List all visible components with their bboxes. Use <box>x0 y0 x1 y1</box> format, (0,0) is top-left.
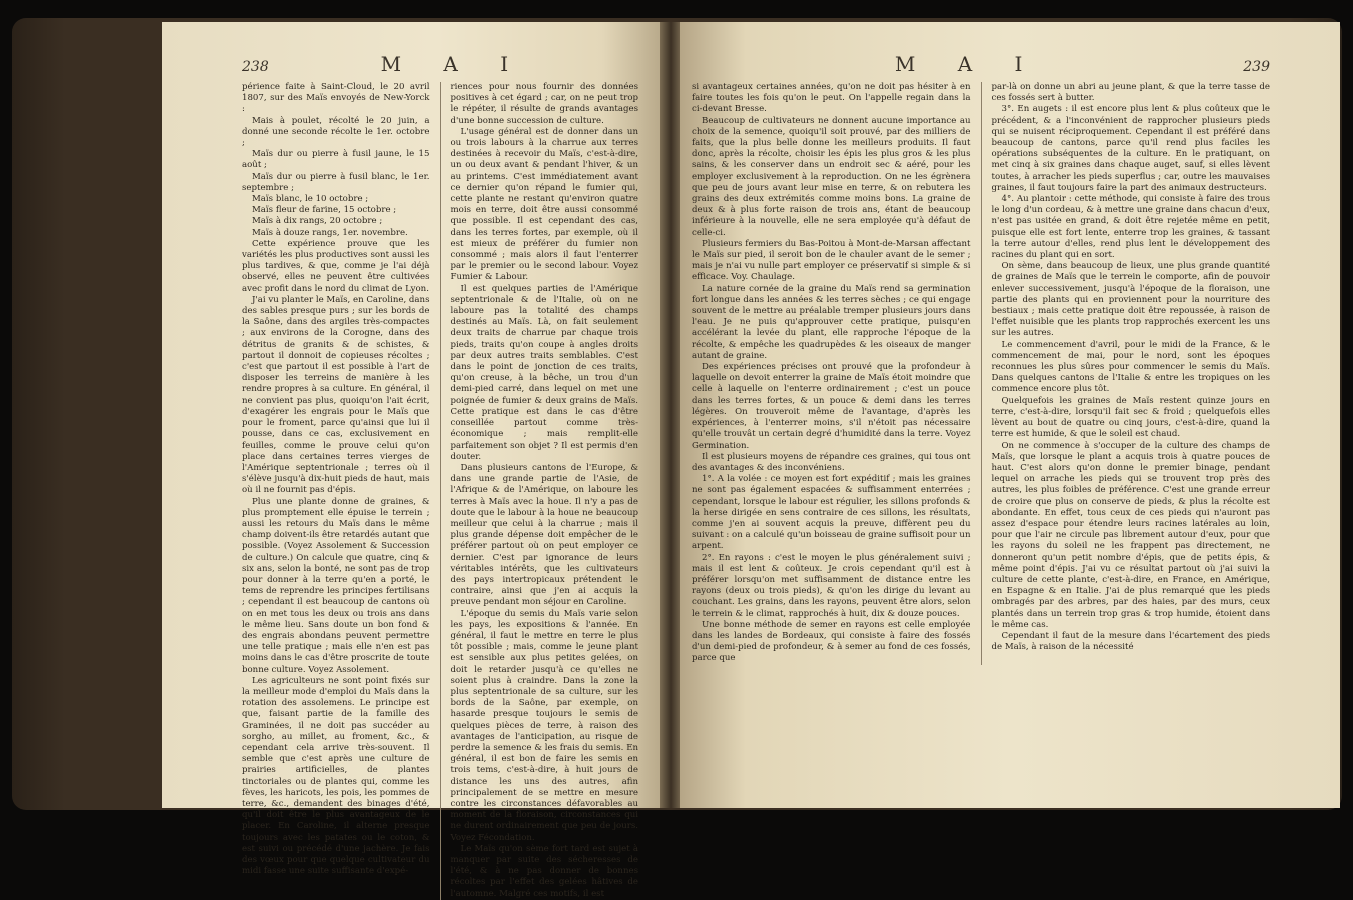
paragraph: périence faite à Saint-Cloud, le 20 avril 1807, sur des Maïs envoyés de New-Yorck : <box>242 82 430 115</box>
paragraph: Maïs dur ou pierre à fusil jaune, le 15 août ; <box>242 149 430 171</box>
column-rule <box>440 82 441 900</box>
paragraph: 3°. En augets : il est encore plus lent & plus coûteux que le précédent, & a l'inconvénient de rapprocher plusieurs pieds qui se nuisent réciproquement. Cependant il est préféré dans beaucoup de cantons, parce qu'il rend plus faciles les opérations subséquentes de la culture. En le pratiquant, on met cinq à six graines dans chaque auget, sauf, si elles lèvent toutes, à arracher les pieds superflus ; car, outre les mauvaises graines, il faut toujours faire la part des animaux destructeurs. <box>991 104 1270 193</box>
left-page-header <box>242 52 638 76</box>
paragraph: J'ai vu planter le Maïs, en Caroline, dans des sables presque purs ; sur les bords de la Saône, dans des argiles très-compactes ; aux environs de la Corogne, dans des détritus de granits & de schistes, & partout il donnoit de copieuses récoltes ; c'est que partout il est possible à l'art de disposer les terreins de manière à les rendre propres à sa culture. En général, il ne convient pas plus, quoiqu'on l'ait écrit, d'exagérer les engrais pour le Maïs que pour le froment, parce qu'ainsi que lui il pousse, dans ce cas, exclusivement en feuilles, comme le prouve celui qu'on place dans certaines terres vierges de l'Amérique septentrionale ; terres où il s'élève jusqu'à dix-huit pieds de haut, mais où il ne fournit pas d'épis. <box>242 294 430 496</box>
left-running-head: M A I <box>380 52 527 76</box>
right-columns <box>692 82 1270 665</box>
paragraph: L'époque du semis du Maïs varie selon les pays, les expositions & l'année. En général, il faut le mettre en terre le plus tôt possible ; mais, comme le jeune plant est sensible aux plus petites gelées, on doit le retarder jusqu'à ce qu'elles ne soient plus à craindre. Dans la zone la plus septentrionale de sa culture, sur les bords de la Saône, par exemple, on hasarde presque toujours le semis de quelques pièces de terre, à raison des avantages de l'anticipation, au risque de perdre la semence & les frais du semis. En général, il est bon de faire les semis en trois tems, c'est-à-dire, à huit jours de distance les uns des autres, afin principalement de se mettre en mesure contre les circonstances défavorables au moment de la floraison, circonstances qui ne durent ordinairement que peu de jours. Voyez Fécondation. <box>450 608 638 843</box>
paragraph: 1°. A la volée : ce moyen est fort expéditif ; mais les graines ne sont pas également espacées & suffisamment enterrées ; cependant, lorsque le labour est régulier, les sillons profonds & la herse dirigée en sens contraire de ces sillons, les résultats, comme j'en ai souvent acquis la preuve, diffèrent peu du suivant : on a calculé qu'un boisseau de graine suffisoit pour un arpent. <box>692 474 971 552</box>
column-rule <box>981 82 982 665</box>
paragraph: Le Maïs qu'on sème fort tard est sujet à manquer par suite des sécheresses de l'été, & à ne pas donner de bonnes récoltes par l'effet des gelées hâtives de l'automne. Malgré ces motifs, il est <box>450 843 638 899</box>
book-spine <box>660 22 682 808</box>
paragraph: Dans plusieurs cantons de l'Europe, & dans une grande partie de l'Asie, de l'Afrique & de l'Amérique, on laboure les terres à Maïs avec la houe. Il n'y a pas de doute que le labour à la houe ne beaucoup meilleur que celui à la charrue ; mais il plus grande dépense doit empêcher de le préférer partout où on peut employer ce dernier. C'est par ignorance de leurs véritables intérêts, que les cultivateurs des pays intertropicaux prétendent le contraire, ainsi que j'en ai acquis la preuve pendant mon séjour en Caroline. <box>450 462 638 608</box>
paragraph: Beaucoup de cultivateurs ne donnent aucune importance au choix de la semence, quoiqu'il soit prouvé, par des milliers de faits, que la plus belle donne les meilleurs produits. Il faut donc, après la récolte, choisir les épis les plus gros & les plus sains, & les conserver dans un endroit sec & aéré, pour les employer exclusivement à la reproduction. On ne les égrènera que peu de jours avant leur mise en terre, & on rebutera les grains des deux extrémités comme moins bons. La graine de deux & à plus forte raison de trois ans, étant de beaucoup inférieure à la nouvelle, elle ne sera employée qu'à défaut de celle-ci. <box>692 115 971 238</box>
paragraph: Des expériences précises ont prouvé que la profondeur à laquelle on devoit enterrer la graine de Maïs étoit moindre que celle à laquelle on l'enterre ordinairement ; c'est un pouce dans les terres fortes, & un pouce & demi dans les terres légères. On trouveroit même de l'avantage, d'après les expériences, à l'enterrer moins, s'il n'étoit pas nécessaire qu'elle trouvât un certain degré d'humidité dans la terre. Voyez Germination. <box>692 362 971 451</box>
paragraph: Maïs dur ou pierre à fusil blanc, le 1er. septembre ; <box>242 171 430 193</box>
right-page-number: 239 <box>1243 59 1270 75</box>
paragraph: Maïs à douze rangs, 1er. novembre. <box>252 227 408 238</box>
left-column-1 <box>242 82 430 900</box>
paragraph: Maïs blanc, le 10 octobre ; <box>252 194 369 205</box>
paragraph: Quelquefois les graines de Maïs restent quinze jours en terre, c'est-à-dire, lorsqu'il fait sec & froid ; quelquefois elles lèvent au bout de quatre ou cinq jours, c'est-à-dire, quand la terre est humide, & que le soleil est chaud. <box>991 395 1270 440</box>
right-page <box>680 22 1340 808</box>
paragraph: On sème, dans beaucoup de lieux, une plus grande quantité de graines de Maïs que le terrein le comporte, afin de pouvoir enlever successivement, jusqu'à l'époque de la floraison, une partie des plants qui en proviennent pour la nourriture des bestiaux ; mais cette pratique doit être repoussée, à raison de l'effet nuisible que les plants trop rapprochés exercent les uns sur les autres. <box>991 261 1270 339</box>
right-running-head: M A I <box>894 52 1041 76</box>
paragraph: Cette expérience prouve que les variétés les plus productives sont aussi les plus tardives, & que, comme je l'ai déjà observé, elles ne peuvent être cultivées avec profit dans le nord du climat de Lyon. <box>242 238 430 294</box>
right-page-header <box>692 52 1270 76</box>
paragraph: Il est quelques parties de l'Amérique septentrionale & de l'Italie, où on ne laboure pas la totalité des champs destinés au Maïs. Là, on fait seulement deux traits de charrue par chaque trois pieds, traits qu'on coupe à angles droits par deux autres traits semblables. C'est dans le point de jonction de ces traits, qu'on creuse, à la bêche, un trou d'un demi-pied carré, dans lequel on met une poignée de fumier & deux grains de Maïs. Cette pratique est dans le cas d'être conseillée partout comme très-économique ; mais remplit-elle parfaitement son objet ? Il est permis d'en douter. <box>450 283 638 462</box>
paragraph: Maïs à dix rangs, 20 octobre ; <box>252 216 383 227</box>
paragraph: Les agriculteurs ne sont point fixés sur la meilleur mode d'emploi du Maïs dans la rotation des assolemens. Le principe est que, faisant partie de la famille des Graminées, il ne doit pas succéder au sorgho, au millet, au froment, &c., & cependant cela arrive très-souvent. Il semble que c'est après une culture de prairies artificielles, de plantes tinctoriales ou de plantes qui, comme les fèves, les haricots, les pois, les pommes de terre, &c., demandent des binages d'été, qu'il doit être le plus avantageux de le placer. En Caroline, il alterne presque toujours avec les patates ou le coton, & est suivi ou précédé d'une jachère. Je fais des vœux pour que quelque cultivateur du midi fasse une suite suffisante d'expé- <box>242 675 430 877</box>
paragraph: par-là on donne un abri au jeune plant, & que la terre tasse de ces fossés sert à butter. <box>991 82 1270 104</box>
right-column-2 <box>992 82 1271 665</box>
left-page-number: 238 <box>242 59 269 75</box>
left-column-2 <box>451 82 639 900</box>
left-page <box>162 22 662 899</box>
paragraph: Mais à poulet, récolté le 20 juin, a donné une seconde récolte le 1er. octobre ; <box>242 115 430 149</box>
paragraph: 2°. En rayons : c'est le moyen le plus généralement suivi ; mais il est lent & coûteux. Je crois cependant qu'il est à préférer lorsqu'on met suffisamment de distance entre les rayons (deux ou trois pieds), & qu'on les dirige du levant au couchant. Les grains, dans les rayons, peuvent être alors, selon le terrein & le climat, rapprochés à huit, dix & douze pouces. <box>692 552 971 619</box>
paragraph: La nature cornée de la graine du Maïs rend sa germination fort longue dans les années & les terres sèches ; ce qui engage souvent de le mettre au préalable tremper plusieurs jours dans l'eau. Je ne puis qu'approuver cette pratique, puisqu'en accélérant la levée du plant, elle rapproche l'époque de la récolte, & empêche les quadrupèdes & les oiseaux de manger autant de graine. <box>692 283 971 361</box>
paragraph: Il est plusieurs moyens de répandre ces graines, qui tous ont des avantages & des inconvéniens. <box>692 451 971 473</box>
paragraph: L'usage général est de donner dans un ou trois labours à la charrue aux terres destinées à recevoir du Maïs, c'est-à-dire, un ou deux avant & pendant l'hiver, & un au printems. C'est immédiatement avant ce dernier qu'on répand le fumier qui, cette plante ne restant qu'environ quatre mois en terre, doit être aussi consommé que possible. Il est cependant des cas, dans les terres fortes, par exemple, où il est mieux de préférer du fumier non consommé ; mais alors il faut l'enterrer par le premier ou le second labour. Voyez Fumier & Labour. <box>450 126 638 283</box>
paragraph: On ne commence à s'occuper de la culture des champs de Maïs, que lorsque le plant a acquis trois à quatre pouces de haut. C'est alors qu'on donne le premier binage, pendant lequel on arrache les pieds qui se trouvent trop près des autres, les plus foibles de préférence. C'est une grande erreur de croire que plus on conserve de pieds, & plus la récolte est abondante. En effet, tous ceux de ces pieds qui n'auront pas assez d'espace pour étendre leurs racines latérales au loin, pour que l'air ne circule pas librement autour d'eux, pour que les rayons du soleil ne les frappent pas directement, ne donneront qu'un petit nombre d'épis, que de petits épis, & même point d'épis. J'ai vu ce résultat partout où j'ai suivi la culture de cette plante, c'est-à-dire, en France, en Amérique, en Espagne & en Italie. J'ai de plus remarqué que les pieds ombragés par des arbres, par des haies, par des murs, ceux plantés dans un terrein trop gras & trop humide, étoient dans le même cas. <box>991 440 1270 630</box>
book <box>12 18 1342 899</box>
paragraph: riences pour nous fournir des données positives à cet égard ; car, on ne peut trop le répéter, il résulte de grands avantages d'une bonne succession de culture. <box>450 82 638 126</box>
left-columns <box>242 82 638 900</box>
paragraph: Cependant il faut de la mesure dans l'écartement des pieds de Maïs, à raison de la nécessité <box>991 630 1270 653</box>
paragraph: Une bonne méthode de semer en rayons est celle employée dans les landes de Bordeaux, qui consiste à faire des fossés d'un demi-pied de profondeur, & à semer au fond de ces fossés, parce que <box>692 619 971 664</box>
paragraph: Plus une plante donne de graines, & plus promptement elle épuise le terrein ; aussi les retours du Maïs dans le même champ doivent-ils être retardés autant que possible. (Voyez Assolement & Succession de culture.) On calcule que quatre, cinq & six ans, selon la bonté, ne sont pas de trop pour donner à la terre qu'en a porté, le tems de reprendre les principes fertilisans ; cependant il est beaucoup de cantons où on en met tous les deux ou trois ans dans le même lieu. Sans doute un bon fond & des engrais abondans peuvent permettre une telle pratique ; mais elle n'en est pas moins dans le cas d'être proscrite de toute bonne culture. Voyez Assolement. <box>242 496 430 675</box>
paragraph: Maïs fleur de farine, 15 octobre ; <box>252 205 397 216</box>
paragraph: Le commencement d'avril, pour le midi de la France, & le commencement de mai, pour le nord, sont les époques reconnues les plus sûres pour commencer le semis du Maïs. Dans quelques cantons de l'Italie & entre les tropiques on les commence encore plus tôt. <box>991 339 1270 395</box>
paragraph: Plusieurs fermiers du Bas-Poitou à Mont-de-Marsan affectant le Maïs sur pied, il seroit bon de le chauler avant de le semer ; mais je n'ai vu nulle part employer ce préservatif si simple & si efficace. Voy. Chaulage. <box>692 238 971 283</box>
paragraph: 4°. Au plantoir : cette méthode, qui consiste à faire des trous le long d'un cordeau, & à mettre une graine dans chacun d'eux, n'est pas usitée en grand, & doit être rejetée même en petit, puisque elle est fort lente, enterre trop les graines, & tassant la terre autour d'elles, rend plus lent le développement des racines du plant qui en sort. <box>991 194 1270 261</box>
paragraph: si avantageux certaines années, qu'on ne doit pas hésiter à en faire toutes les fois qu'on le peut. On l'appelle regain dans la ci-devant Bresse. <box>692 82 971 115</box>
right-column-1 <box>692 82 971 665</box>
